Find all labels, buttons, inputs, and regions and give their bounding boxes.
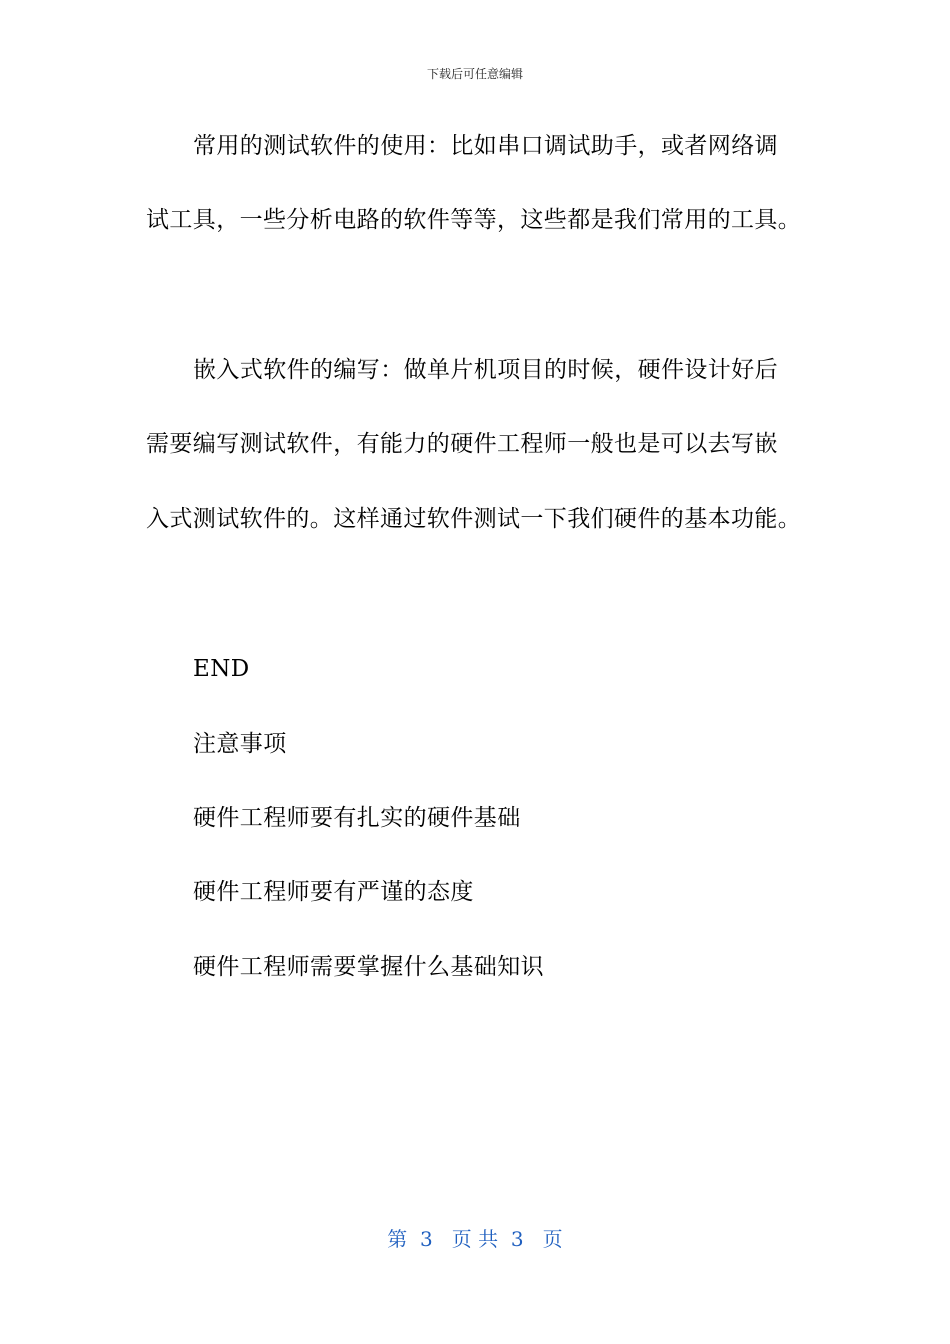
paragraph-2-line-2: 需要编写测试软件，有能力的硬件工程师一般也是可以去写嵌 bbox=[146, 431, 778, 457]
page-number-footer: 第 3 页 共 3 页 bbox=[387, 1227, 563, 1251]
paragraph-2-line-1: 嵌入式软件的编写：做单片机项目的时候，硬件设计好后 bbox=[193, 357, 778, 383]
notes-item: 硬件工程师要有严谨的态度 bbox=[193, 879, 474, 905]
notes-title: 注意事项 bbox=[193, 731, 287, 757]
paragraph-1-line-1: 常用的测试软件的使用：比如串口调试助手，或者网络调 bbox=[193, 133, 778, 159]
paragraph-1-line-2: 试工具，一些分析电路的软件等等，这些都是我们常用的工具。 bbox=[146, 207, 802, 233]
end-marker: END bbox=[193, 656, 250, 682]
page-header: 下载后可任意编辑 bbox=[426, 67, 523, 81]
notes-item: 硬件工程师需要掌握什么基础知识 bbox=[193, 954, 544, 980]
notes-item: 硬件工程师要有扎实的硬件基础 bbox=[193, 805, 521, 831]
paragraph-2-line-3: 入式测试软件的。这样通过软件测试一下我们硬件的基本功能。 bbox=[146, 506, 802, 532]
